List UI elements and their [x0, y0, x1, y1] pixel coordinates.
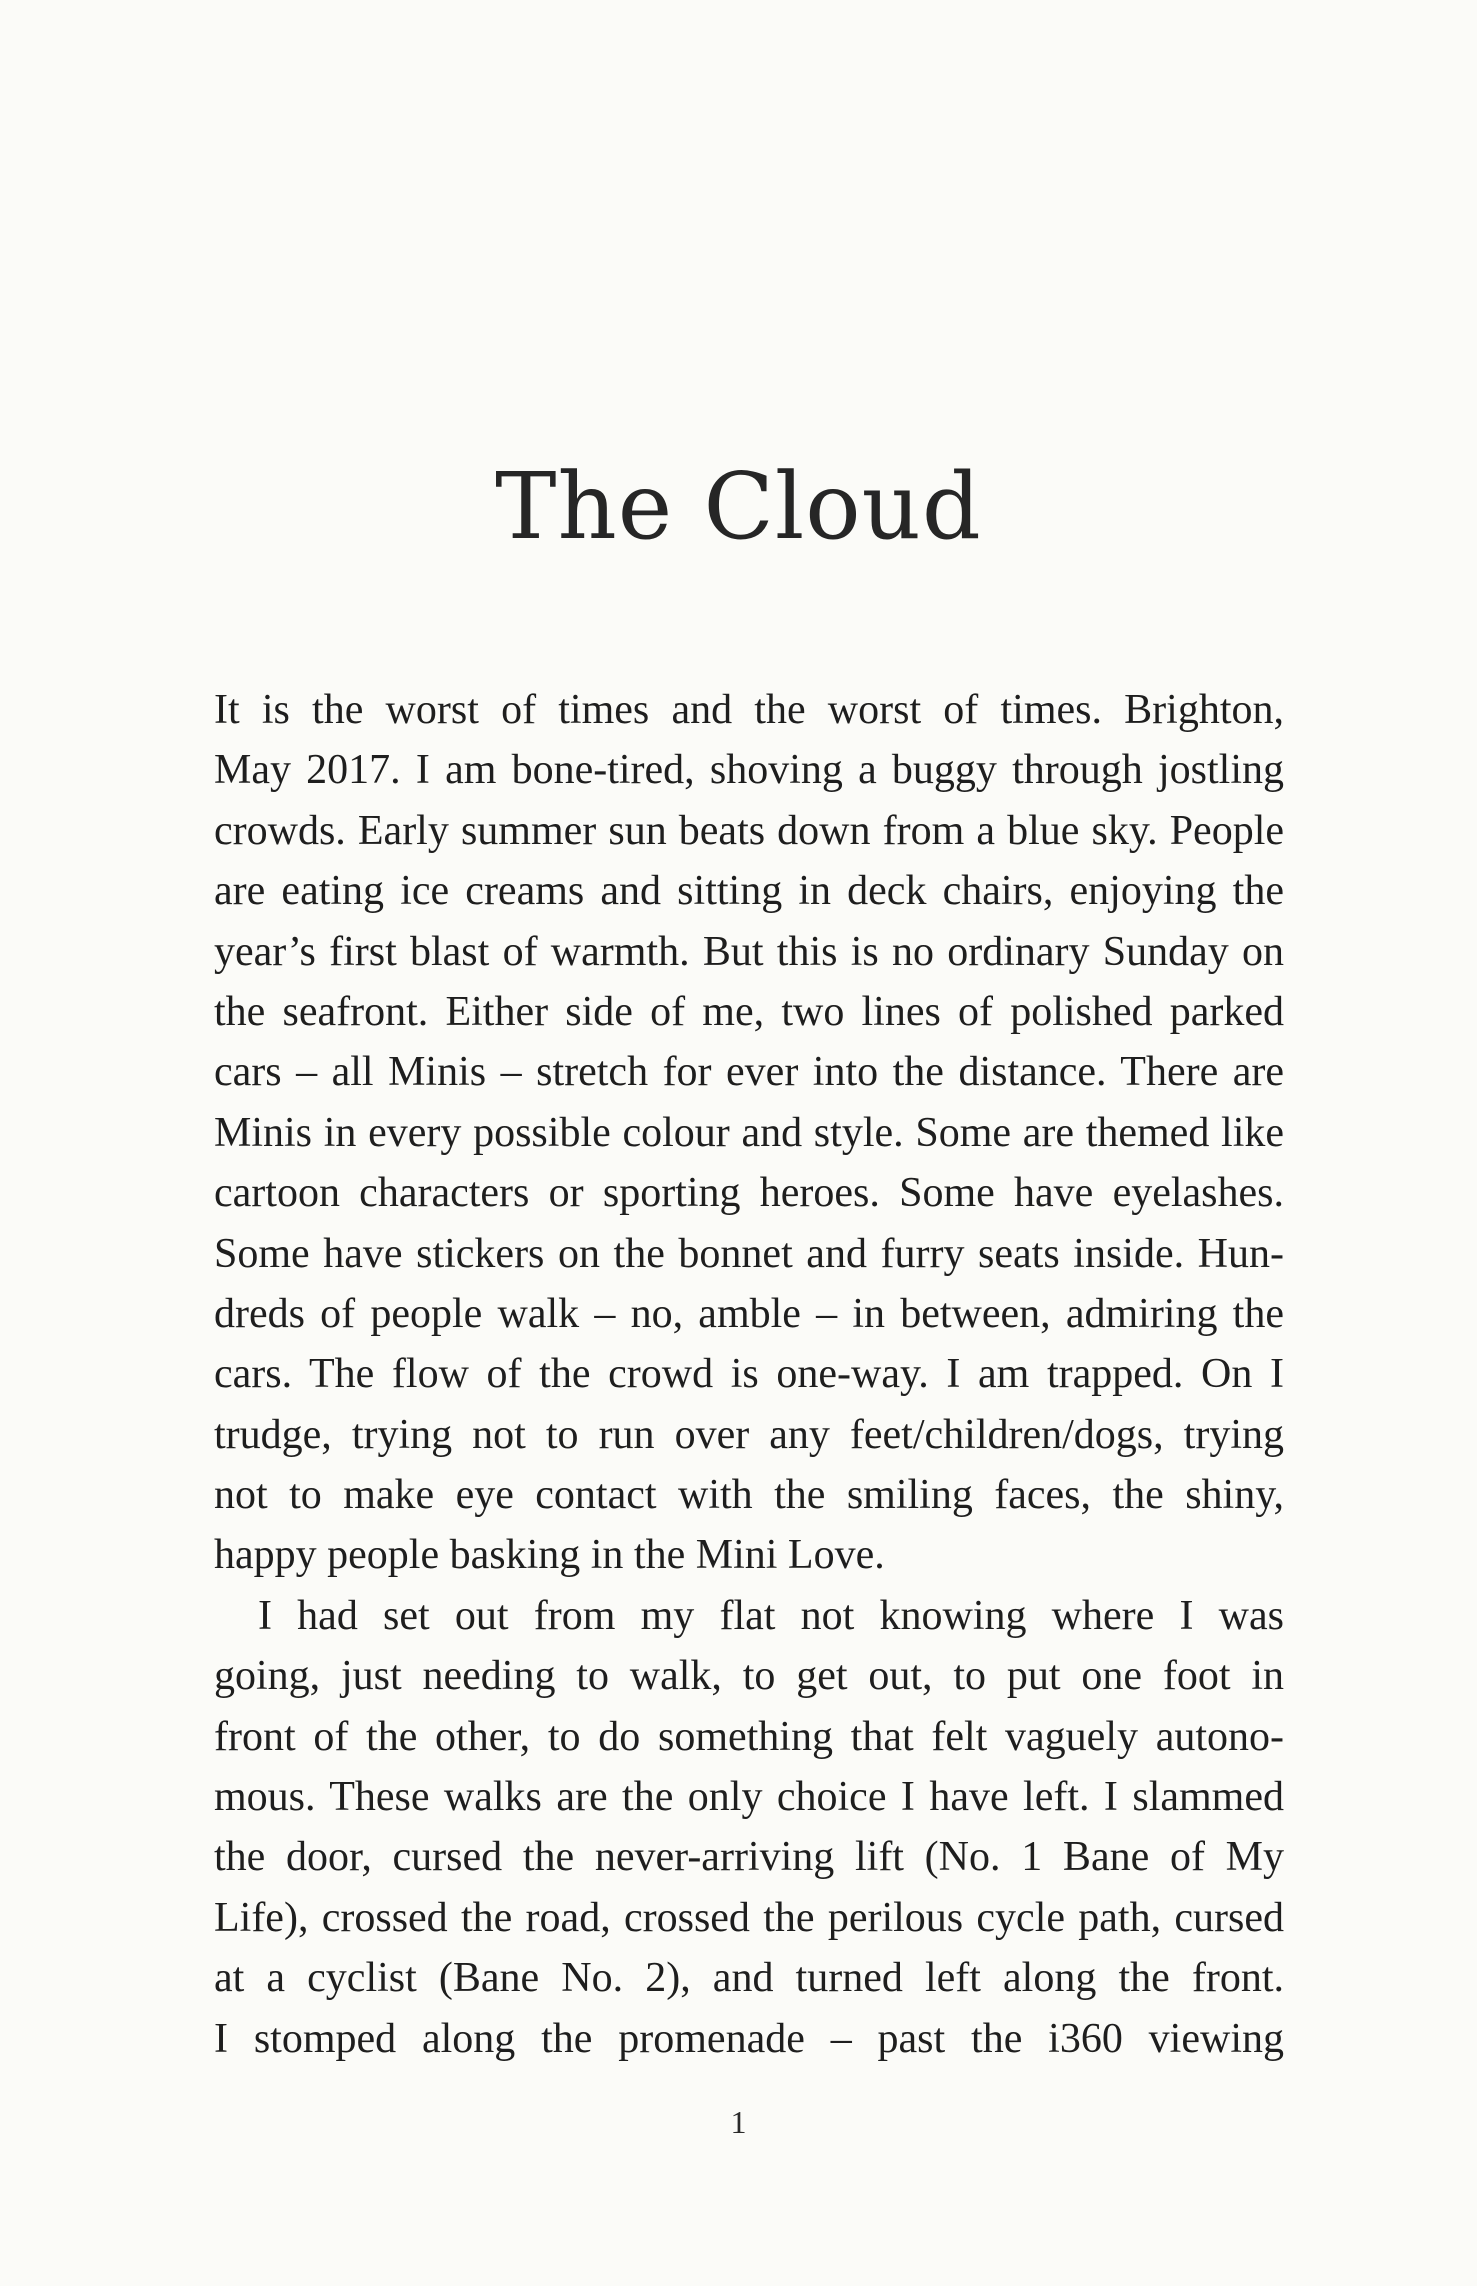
paragraph-1 — [214, 680, 1284, 1586]
chapter-title: The Cloud — [495, 453, 982, 560]
body-text — [214, 680, 1284, 2069]
text-line: going, just needing to walk, to get out, to put one foot in — [214, 1653, 1284, 1700]
text-line: mous. These walks are the only choice I have left. I slammed — [214, 1774, 1284, 1821]
text-line: happy people basking in the Mini Love. — [214, 1532, 885, 1579]
text-line: Some have stickers on the bonnet and furry seats inside. Hun- — [214, 1230, 1284, 1277]
text-line: at a cyclist (Bane No. 2), and turned left along the front. — [214, 1955, 1284, 2002]
text-line: the door, cursed the never-arriving lift (No. 1 Bane of My — [214, 1834, 1284, 1881]
text-line: cars – all Minis – stretch for ever into the distance. There are — [214, 1049, 1284, 1096]
text-line: May 2017. I am bone-tired, shoving a buggy through jostling — [214, 747, 1284, 794]
text-line: trudge, trying not to run over any feet/children/dogs, trying — [214, 1411, 1284, 1458]
text-line: I had set out from my flat not knowing where I was — [258, 1592, 1284, 1639]
text-line: Minis in every possible colour and style. Some are themed like — [214, 1109, 1284, 1156]
text-line: cars. The flow of the crowd is one-way. I am trapped. On I — [214, 1351, 1284, 1398]
text-line: crowds. Early summer sun beats down from a blue sky. People — [214, 807, 1284, 854]
text-line: I stomped along the promenade – past the i360 viewing — [214, 2015, 1284, 2062]
text-line: dreds of people walk – no, amble – in between, admiring the — [214, 1290, 1284, 1337]
text-line: It is the worst of times and the worst of times. Brighton, — [214, 687, 1284, 733]
text-line: are eating ice creams and sitting in deck chairs, enjoying the — [214, 868, 1284, 915]
text-line: front of the other, to do something that felt vaguely autono- — [214, 1713, 1284, 1760]
text-line: not to make eye contact with the smiling faces, the shiny, — [214, 1472, 1284, 1519]
text-line: year’s first blast of warmth. But this is no ordinary Sunday on — [214, 928, 1284, 975]
text-line: the seafront. Either side of me, two lines of polished parked — [214, 988, 1284, 1035]
page-number: 1 — [730, 2104, 747, 2140]
text-line: Life), crossed the road, crossed the perilous cycle path, cursed — [214, 1894, 1284, 1941]
text-line: cartoon characters or sporting heroes. Some have eyelashes. — [214, 1170, 1284, 1217]
paragraph-2 — [214, 1586, 1284, 2069]
